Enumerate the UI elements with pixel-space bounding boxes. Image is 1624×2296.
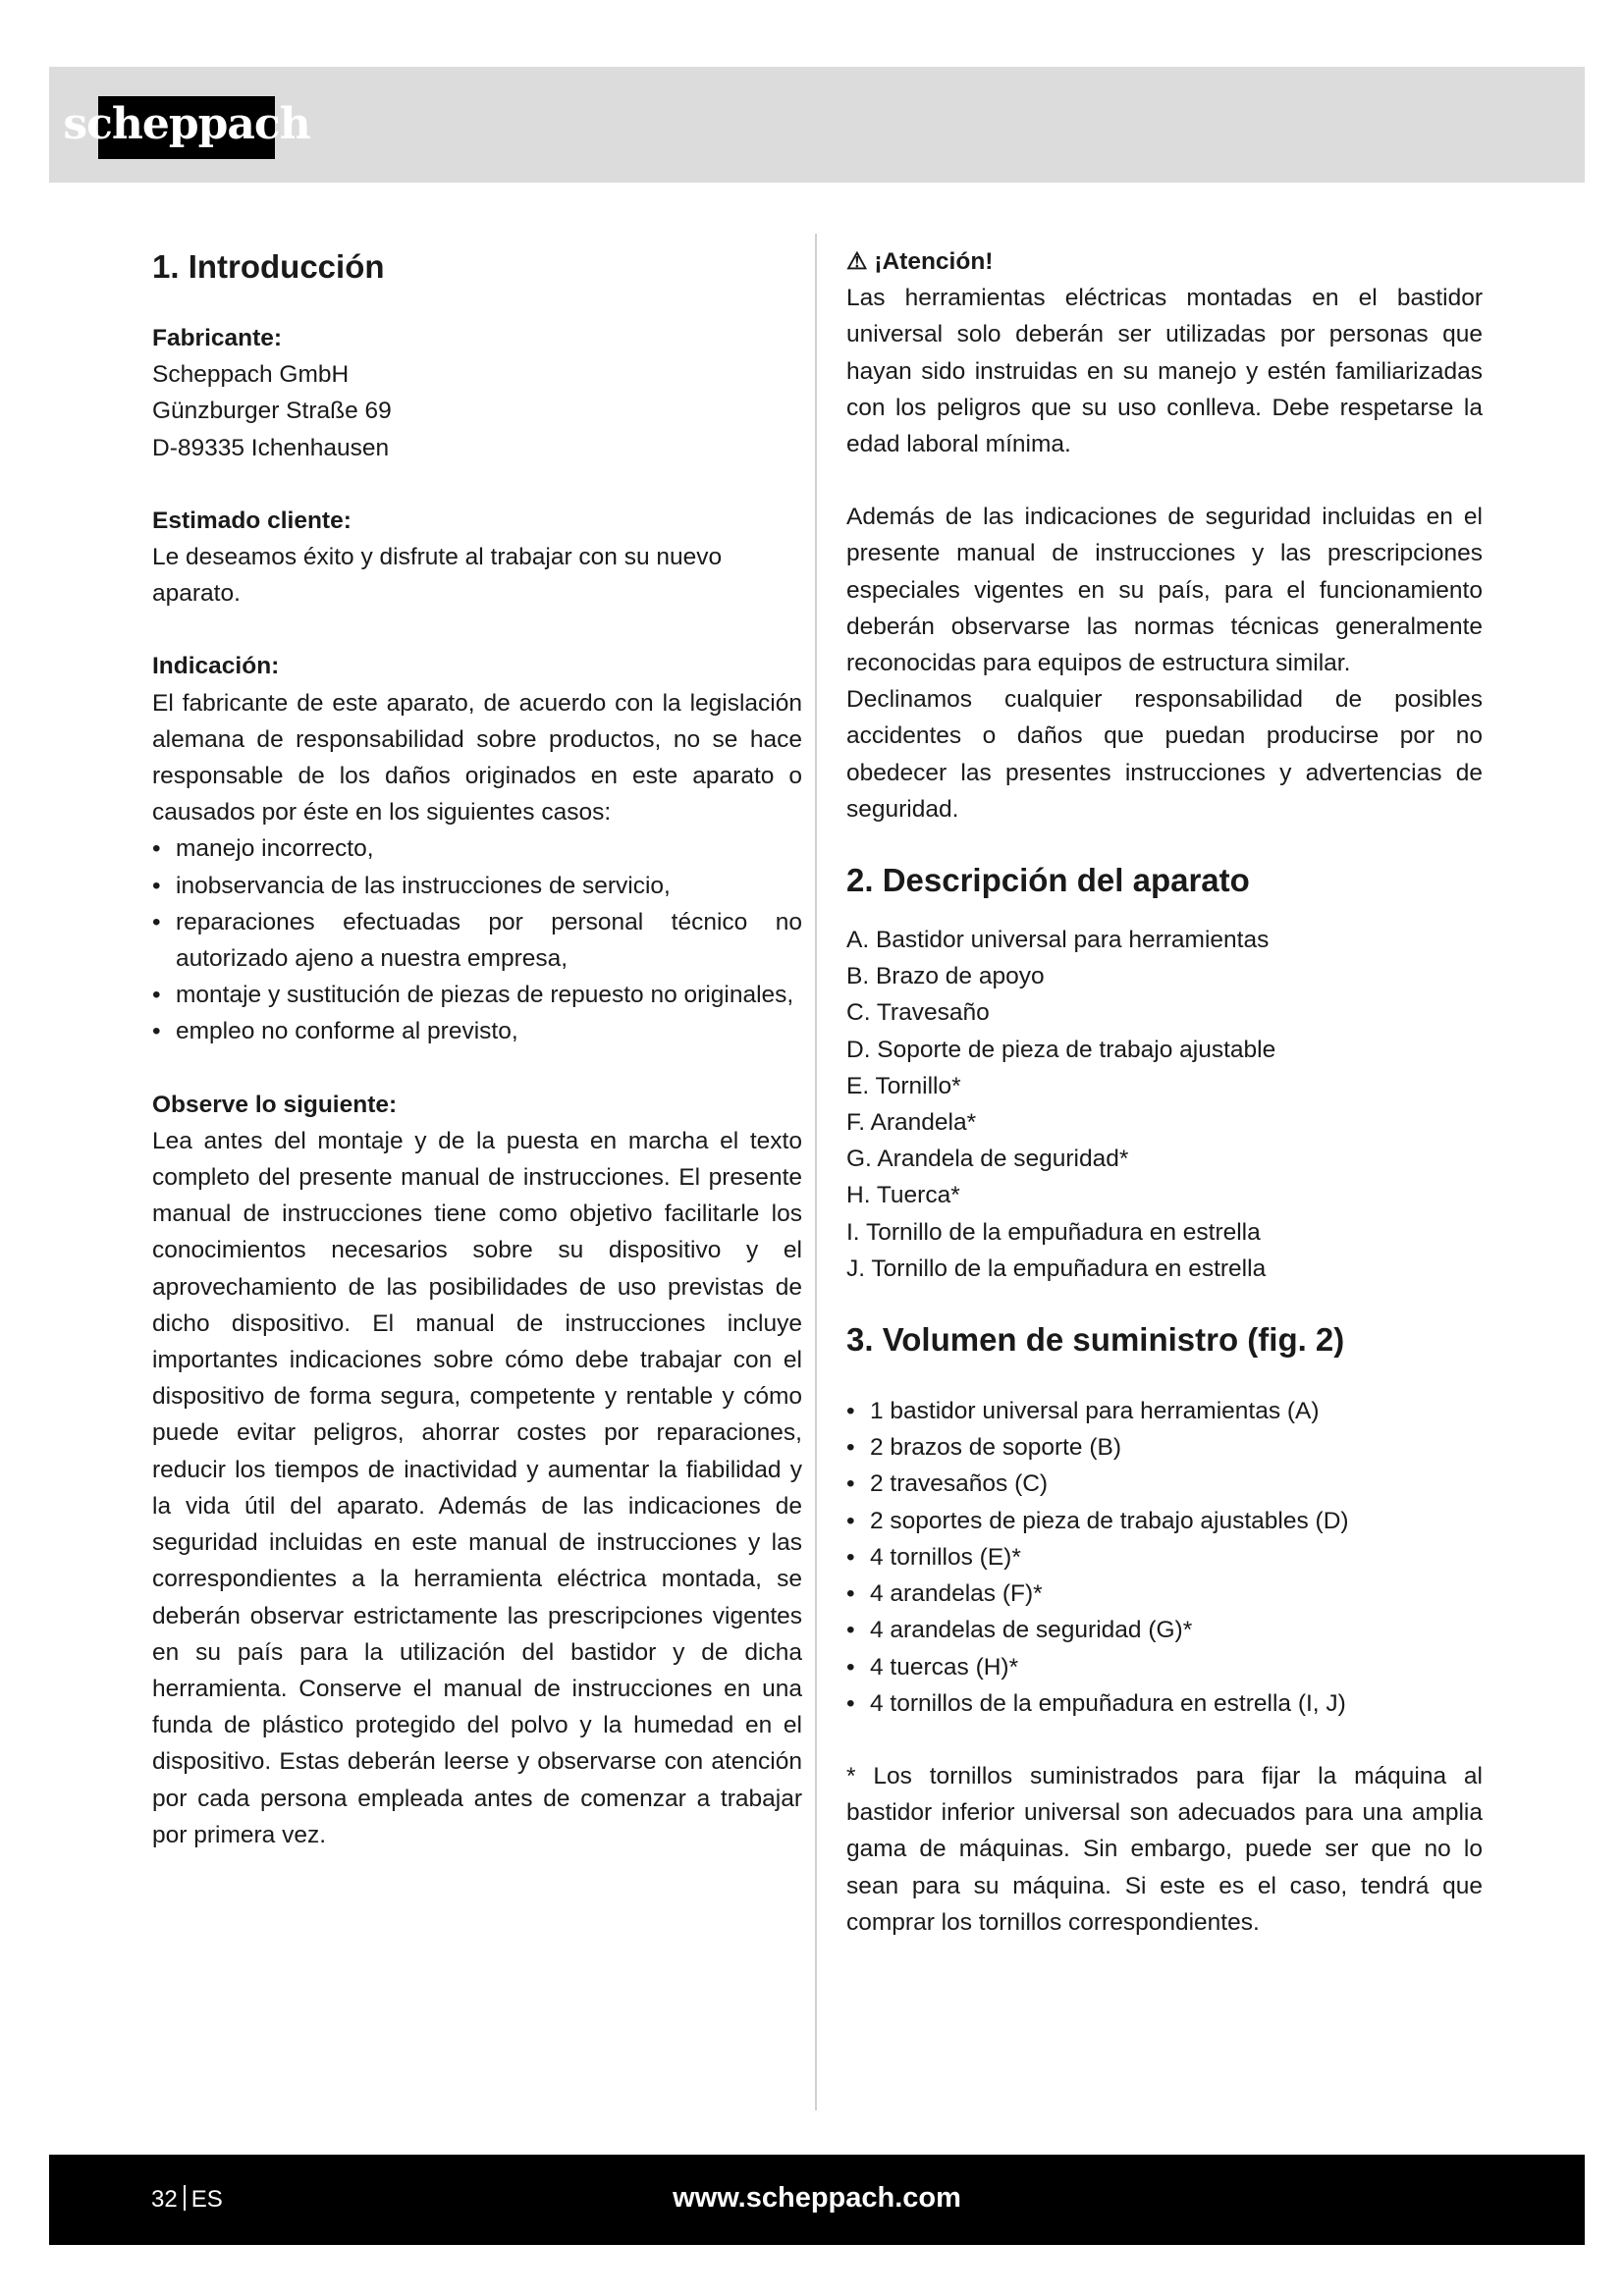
observe-label: Observe lo siguiente: bbox=[152, 1091, 398, 1118]
indicacion-block bbox=[152, 648, 802, 1049]
safety-paragraph: Además de las indicaciones de seguridad incluidas en el presente manual de instrucciones y las prescripciones especiales vigentes en su país, para el funcionamiento deberán observarse las normas técnicas generalmente reconocidas para equipos de estructura similar. bbox=[846, 504, 1483, 677]
list-item: A. Bastidor universal para herramientas bbox=[846, 927, 1270, 954]
list-item: H. Tuerca* bbox=[846, 1182, 960, 1209]
column-divider bbox=[815, 234, 817, 2110]
attention-text: Las herramientas eléctricas montadas en el bastidor universal solo deberán ser utilizadas por personas que hayan sido instruidas en su manejo y estén familiarizadas con los peligros que su uso conlleva. Debe respetarse la edad laboral mínima. bbox=[846, 285, 1483, 458]
header-band bbox=[49, 67, 1585, 183]
list-item: • reparaciones efectuadas por personal técnico no autorizado ajeno a nuestra empresa, bbox=[152, 904, 802, 977]
list-item: • 2 brazos de soporte (B) bbox=[846, 1429, 1483, 1466]
list-item: J. Tornillo de la empuñadura en estrella bbox=[846, 1255, 1267, 1282]
parts-list bbox=[846, 922, 1483, 1287]
address-line: D-89335 Ichenhausen bbox=[152, 434, 390, 461]
list-item: • inobservancia de las instrucciones de servicio, bbox=[152, 868, 802, 904]
list-item: F. Arandela* bbox=[846, 1109, 977, 1137]
list-item: G. Arandela de seguridad* bbox=[846, 1146, 1129, 1173]
address-line: Scheppach GmbH bbox=[152, 361, 350, 389]
list-item: C. Travesaño bbox=[846, 999, 990, 1027]
attention-block bbox=[846, 243, 1483, 462]
indicacion-list bbox=[152, 830, 802, 1049]
page-number: 32 ES bbox=[151, 2186, 223, 2213]
list-item: B. Brazo de apoyo bbox=[846, 963, 1045, 990]
cliente-label: Estimado cliente: bbox=[152, 507, 352, 534]
observe-text: Lea antes del montaje y de la puesta en marcha el texto completo del presente manual de instrucciones. El presente manual de instrucciones tiene como objetivo facilitarle los conocimientos necesarios sobre su dispositivo y el aprovechamiento de las posibilidades de uso previstas de dicho dispositivo. El manual de instrucciones incluye importantes indicaciones sobre cómo debe trabajar con el dispositivo de forma segura, competente y rentable y cómo puede evitar peligros, ahorrar costes por reparaciones, reducir los tiempos de inactividad y aumentar la fiabilidad y la vida útil del aparato. Además de las indicaciones de seguridad incluidas en este manual de instrucciones y las correspondientes a la herramienta eléctrica montada, se deberán observar estrictamente las prescripciones vigentes en su país para la utilización del bastidor y de dicha herramienta. Conserve el manual de instrucciones en una funda de plástico protegido del polvo y la humedad en el dispositivo. Estas deberán leerse y observarse con atención por cada persona empleada antes de comenzar a trabajar por primera vez. bbox=[152, 1127, 802, 1848]
list-item: • 4 arandelas (F)* bbox=[846, 1575, 1483, 1612]
fabricante-label: Fabricante: bbox=[152, 325, 283, 351]
observe-block bbox=[152, 1087, 802, 1853]
indicacion-label: Indicación: bbox=[152, 653, 280, 680]
liability-paragraph: Declinamos cualquier responsabilidad de posibles accidentes o daños que puedan producirse por no obedecer las presentes instrucciones y advertencias de seguridad. bbox=[846, 686, 1483, 823]
left-column bbox=[152, 243, 802, 1853]
list-item: • 4 tuercas (H)* bbox=[846, 1649, 1483, 1685]
list-item: • 4 tornillos (E)* bbox=[846, 1539, 1483, 1575]
footer-bar bbox=[49, 2155, 1585, 2245]
supply-list bbox=[846, 1393, 1483, 1722]
section-title-introduccion: 1. Introducción bbox=[152, 248, 385, 285]
list-item: • montaje y sustitución de piezas de repuesto no originales, bbox=[152, 977, 802, 1013]
warning-icon: ⚠ bbox=[846, 248, 868, 275]
footnote: * Los tornillos suministrados para fijar la máquina al bastidor inferior universal son adecuados para una amplia gama de máquinas. Sin embargo, puede ser que no lo sean para su máquina. Si este es el caso, tendrá que comprar los tornillos correspondientes. bbox=[846, 1762, 1483, 1936]
section-title-volumen: 3. Volumen de suministro (fig. 2) bbox=[846, 1321, 1345, 1359]
cliente-text: Le deseamos éxito y disfrute al trabajar con su nuevo aparato. bbox=[152, 544, 723, 608]
fabricante-block bbox=[152, 320, 802, 466]
section-title-descripcion: 2. Descripción del aparato bbox=[846, 862, 1250, 899]
attention-title: ⚠ ¡Atención! bbox=[846, 248, 994, 275]
scheppach-logo: scheppach bbox=[98, 96, 275, 159]
list-item: I. Tornillo de la empuñadura en estrella bbox=[846, 1218, 1261, 1246]
list-item: • 4 tornillos de la empuñadura en estrella (I, J) bbox=[846, 1685, 1483, 1722]
address-line: Günzburger Straße 69 bbox=[152, 398, 392, 425]
list-item: • 1 bastidor universal para herramientas (A) bbox=[846, 1393, 1483, 1429]
list-item: • 2 soportes de pieza de trabajo ajustables (D) bbox=[846, 1503, 1483, 1539]
list-item: • empleo no conforme al previsto, bbox=[152, 1013, 802, 1049]
list-item: • 4 arandelas de seguridad (G)* bbox=[846, 1612, 1483, 1648]
cliente-block bbox=[152, 503, 802, 613]
right-column bbox=[846, 243, 1483, 1941]
list-item: • manejo incorrecto, bbox=[152, 830, 802, 867]
website-link[interactable]: www.scheppach.com bbox=[673, 2182, 961, 2214]
list-item: E. Tornillo* bbox=[846, 1072, 961, 1099]
list-item: D. Soporte de pieza de trabajo ajustable bbox=[846, 1036, 1276, 1063]
indicacion-text: El fabricante de este aparato, de acuerdo con la legislación alemana de responsabilidad sobre productos, no se hace responsable de los daños originados en este aparato o causados por éste en los siguientes casos: bbox=[152, 689, 802, 827]
list-item: • 2 travesaños (C) bbox=[846, 1466, 1483, 1502]
